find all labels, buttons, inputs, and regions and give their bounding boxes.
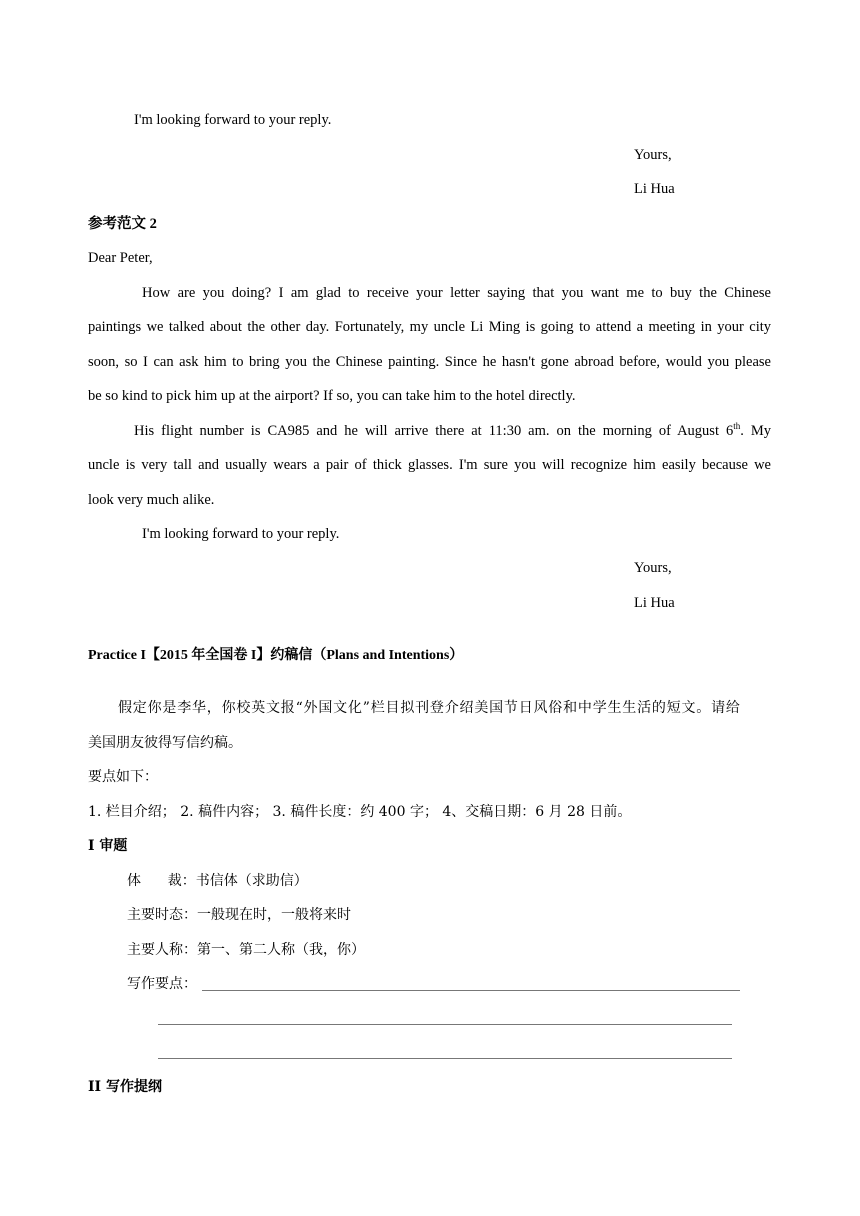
letter1-sign-off: Yours,: [634, 147, 672, 163]
sample2-heading: 参考范文 2: [88, 216, 157, 232]
sample2-para2-line3: look very much alike.: [88, 492, 215, 508]
genre-line: 体 裁：书信体（求助信）: [127, 873, 308, 889]
sample2-para1-line3: soon, so I can ask him to bring you the Chinese painting. Since he hasn't gone abroad before, would you please: [88, 354, 771, 370]
ordinal-suffix: th: [733, 421, 741, 432]
letter1-closing-line: I'm looking forward to your reply.: [134, 112, 332, 128]
sample2-salutation: Dear Peter,: [88, 250, 153, 266]
practice-prompt-line1: 假定你是李华，你校英文报“外国文化”栏目拟刊登介绍美国节日风俗和中学生生活的短文。请给: [118, 700, 741, 716]
sample2-para2-line1-end: . My: [740, 423, 771, 439]
sample2-sign-off: Yours,: [634, 560, 672, 576]
sample2-para1-line4: be so kind to pick him up at the airport? If so, you can take him to the hotel directly.: [88, 388, 576, 404]
points-label: 要点如下：: [88, 769, 158, 785]
tense-line: 主要时态：一般现在时，一般将来时: [127, 907, 351, 923]
person-line: 主要人称：第一、第二人称（我，你）: [127, 942, 365, 958]
section1-title: I 审题: [88, 838, 128, 854]
writing-points-blank-3: [158, 1058, 732, 1059]
sample2-signature: Li Hua: [634, 595, 675, 611]
sample2-para2-line1-text: His flight number is CA985 and he will arrive there at 11:30 am. on the morning of August 6: [134, 423, 734, 439]
sample2-para1-line2: paintings we talked about the other day. Fortunately, my uncle Li Ming is going to attend a meeting in your city: [88, 319, 771, 335]
sample2-closing-line: I'm looking forward to your reply.: [142, 526, 340, 542]
sample2-para1-line1: How are you doing? I am glad to receive your letter saying that you want me to buy the Chinese: [142, 285, 771, 301]
points-list: 1. 栏目介绍； 2. 稿件内容； 3. 稿件长度：约 400 字； 4、交稿日期：6 月 28 日前。: [88, 804, 632, 820]
section2-title: II 写作提纲: [88, 1079, 162, 1095]
sample2-para2-line1: [134, 421, 771, 441]
writing-points-blank-2: [158, 1024, 732, 1025]
sample2-para2-line2: uncle is very tall and usually wears a pair of thick glasses. I'm sure you will recognize him easily because we: [88, 457, 771, 473]
letter1-signature: Li Hua: [634, 181, 675, 197]
practice-prompt-line2: 美国朋友彼得写信约稿。: [88, 735, 242, 751]
practice-title: Practice I【2015 年全国卷 I】约稿信（Plans and Intentions）: [88, 648, 464, 663]
writing-points-label: 写作要点：: [127, 976, 197, 992]
writing-points-blank-1: [202, 990, 740, 991]
